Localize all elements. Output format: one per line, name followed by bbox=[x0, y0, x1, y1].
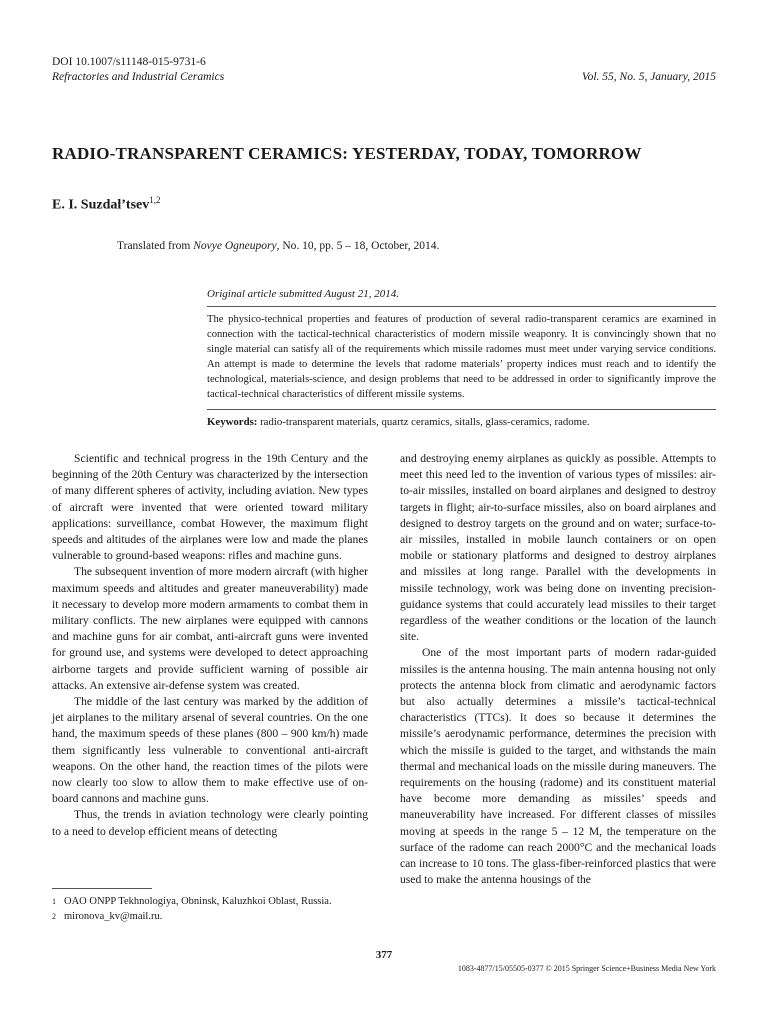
translation-note bbox=[117, 240, 439, 252]
footnote-mark: 2 bbox=[52, 911, 56, 921]
keywords-label: Keywords: bbox=[207, 416, 258, 429]
footnote-rule bbox=[52, 888, 152, 889]
abstract-block bbox=[207, 288, 716, 428]
volume-info: Vol. 55, No. 5, January, 2015 bbox=[581, 71, 716, 83]
author-name: E. I. Suzdal’tsev bbox=[52, 197, 150, 213]
footnote-mark: 1 bbox=[52, 897, 56, 906]
body-paragraph: Thus, the trends in aviation technology were clearly pointing to a need to develop efficient means of detecting bbox=[52, 808, 368, 838]
article-title: RADIO-TRANSPARENT CERAMICS: YESTERDAY, TODAY, TOMORROW bbox=[52, 144, 642, 163]
keywords-list: radio-transparent materials, quartz ceramics, sitalls, glass-ceramics, radome. bbox=[257, 416, 590, 429]
doi: DOI 10.1007/s11148-015-9731-6 bbox=[52, 56, 206, 68]
left-column bbox=[52, 451, 368, 840]
footnote bbox=[52, 910, 332, 925]
keywords bbox=[207, 416, 716, 428]
copyright: 1083-4877/15/05505-0377 © 2015 Springer Science+Business Media New York bbox=[457, 964, 716, 973]
page-number: 377 bbox=[375, 949, 393, 961]
author-affiliation-marks: 1,2 bbox=[149, 195, 161, 205]
footnote bbox=[52, 895, 332, 910]
footnotes bbox=[52, 895, 332, 924]
right-column bbox=[400, 451, 716, 888]
body-paragraph: Scientific and technical progress in the 19th Century and the beginning of the 20th Century was characterized by the intersection of many different spheres of activity, including aviation. New types of aircraft were invented that were oriented toward military applications: surveillance, combat However, the maximum flight speeds and altitudes of the airplanes were low and made the planes vulnerable to ground-based weapons: rifles and machine guns. bbox=[52, 452, 368, 563]
abstract-top-rule bbox=[207, 306, 716, 307]
body-paragraph: The subsequent invention of more modern aircraft (with higher maximum speeds and altitudes and greater maneuverability) made it necessary to develop more modern armaments to combat them in military conflicts. The new airplanes were equipped with cannons and machine guns for air combat, anti-aircraft guns were invented for ground use, and systems were developed to detect approaching airborne targets and provide sufficient warning of possible air attacks. An extensive air-defense system was created. bbox=[52, 565, 368, 692]
abstract: The physico-technical properties and features of production of several radio-transparent ceramics are examined in connection with the tactical-technical characteristics of modern missile weaponry. It is convincingly shown that no single material can satisfy all of the requirements which missile radomes must meet under varying service conditions. An attempt is made to determine the levels that radome materials’ property indices must reach and to identify the technological, materials-science, and design problems that need to be addressed in order to significantly improve the tactical-technical characteristics of different missile systems. bbox=[207, 314, 716, 400]
body-paragraph: The middle of the last century was marked by the addition of jet airplanes to the military arsenal of several countries. On the one hand, the maximum speeds of these planes (800 – 900 km/h) made them significantly less vulnerable to conventional anti-aircraft weapons. On the other hand, the reaction times of the pilots were now clearly too slow to allow them to make effective use of on-board cannons and machine guns. bbox=[52, 695, 368, 806]
translated-source: Novye Ogneupory bbox=[193, 240, 277, 252]
journal-name: Refractories and Industrial Ceramics bbox=[52, 71, 225, 83]
footnote-text: OAO ONPP Tekhnologiya, Obninsk, Kaluzhkoi Oblast, Russia. bbox=[64, 896, 332, 907]
abstract-bottom-rule bbox=[207, 409, 716, 410]
author bbox=[52, 195, 160, 214]
submission-date: Original article submitted August 21, 2014. bbox=[207, 288, 399, 300]
translated-suffix: , No. 10, pp. 5 – 18, October, 2014. bbox=[276, 240, 440, 252]
translated-prefix: Translated from bbox=[117, 240, 194, 252]
body-paragraph: One of the most important parts of modern radar-guided missiles is the antenna housing. The main antenna housing not only protects the antenna block from climatic and aerodynamic factors but also actually determines a missile’s tactical-technical characteristics (TTCs). It does so because it determines the missile’s aerodynamic performance, determines the precision with which the missile is guided to the target, and withstands the main thermal and mechanical loads on the missile during maneuvers. The requirements on the housing (radome) and its constituent material have become more demanding as missiles’ speeds and maneuverability have increased. For different classes of missiles moving at speeds in the range 5 – 12 M, the temperature on the surface of the radome can reach 2000°C and the mechanical loads can increase to 10 tons. The glass-fiber-reinforced plastics that were used to make the antenna housings of the bbox=[400, 646, 716, 887]
footnote-text: mironova_kv@mail.ru. bbox=[64, 910, 163, 922]
body-paragraph: and destroying enemy airplanes as quickly as possible. Attempts to meet this need led to the invention of various types of missiles: air-to-air missiles, installed on board airplanes and designed to destroy targets in flight; air-to-surface missiles, also on board airplanes and designed to destroy targets on the ground and on water; surface-to-air missiles, installed in mobile launch containers or on open mobile or stationary platforms and designed to destroy airplanes and missiles at long range. Parallel with the developments in missile technology, work was being done on inventing precision-guidance systems that could accurately lead missiles to their target regardless of the weather conditions or the location of the launch site. bbox=[400, 452, 716, 644]
